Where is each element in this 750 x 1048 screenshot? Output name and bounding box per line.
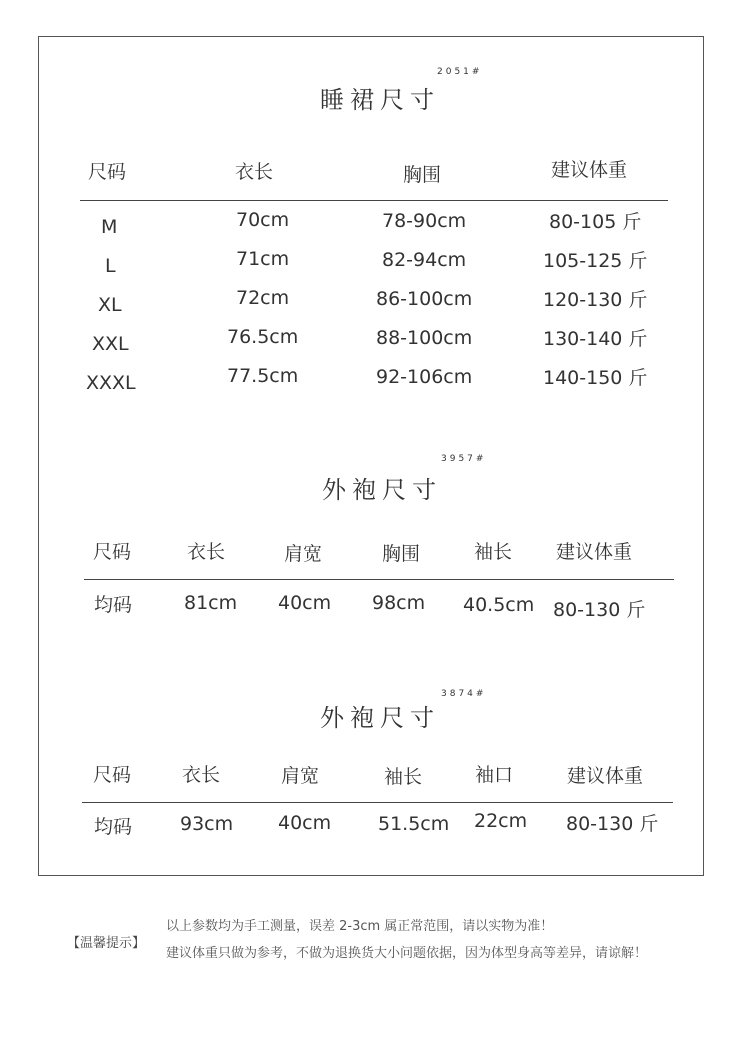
table3-header-sleeve: 袖长: [384, 766, 423, 788]
table2-header-sleeve: 袖长: [474, 541, 513, 563]
table1-code: 2051#: [437, 67, 483, 77]
table3-row-cuff: 22cm: [474, 810, 528, 832]
table3-row-size: 均码: [94, 816, 133, 838]
table3-row-weight: 80-130 斤: [566, 813, 659, 835]
table3-row-length: 93cm: [180, 813, 234, 835]
table3-divider: [82, 802, 673, 803]
table1-row-bust: 86-100cm: [376, 288, 473, 310]
tips-line-1: 以上参数均为手工测量，误差 2-3cm 属正常范围，请以实物为准！: [166, 919, 554, 934]
table3-header-weight: 建议体重: [567, 765, 644, 787]
table1-header-weight: 建议体重: [551, 159, 628, 181]
table1-header-length: 衣长: [235, 161, 274, 183]
table1-header-size: 尺码: [88, 161, 127, 183]
tips-label: 【温馨提示】: [67, 936, 146, 951]
table1-row-weight: 140-150 斤: [543, 367, 648, 389]
table3-header-cuff: 袖口: [475, 764, 514, 786]
table2-title: 外袍尺寸: [322, 476, 442, 504]
table1-row-bust: 92-106cm: [376, 366, 473, 388]
table3-title: 外袍尺寸: [320, 704, 440, 732]
table2-header-shoulder: 肩宽: [284, 543, 323, 565]
table1-row-weight: 120-130 斤: [543, 289, 648, 311]
table1-row-length: 76.5cm: [227, 326, 299, 348]
table3-header-shoulder: 肩宽: [281, 765, 320, 787]
table2-row-weight: 80-130 斤: [553, 599, 646, 621]
table1-row-bust: 78-90cm: [382, 210, 467, 232]
table2-code: 3957#: [441, 454, 487, 464]
table2-header-bust: 胸围: [382, 543, 421, 565]
table3-header-size: 尺码: [93, 764, 132, 786]
table1-row-size: M: [101, 216, 118, 238]
table1-row-weight: 130-140 斤: [543, 328, 648, 350]
table2-row-bust: 98cm: [372, 592, 426, 614]
table1-row-size: XL: [98, 294, 122, 316]
table2-divider: [84, 579, 674, 580]
table1-row-bust: 88-100cm: [376, 327, 473, 349]
table1-row-bust: 82-94cm: [382, 249, 467, 271]
table2-row-shoulder: 40cm: [278, 592, 332, 614]
table3-row-shoulder: 40cm: [278, 812, 332, 834]
table1-row-weight: 105-125 斤: [543, 250, 648, 272]
table3-header-length: 衣长: [182, 764, 221, 786]
table1-row-size: XXL: [92, 333, 129, 355]
table1-divider: [80, 200, 668, 201]
table1-row-length: 71cm: [236, 248, 290, 270]
table2-row-size: 均码: [94, 594, 133, 616]
table3-code: 3874#: [441, 689, 487, 699]
table2-row-length: 81cm: [184, 592, 238, 614]
table2-row-sleeve: 40.5cm: [463, 594, 535, 616]
tips-line-2: 建议体重只做为参考，不做为退换货大小问题依据，因为体型身高等差异，请谅解！: [166, 946, 648, 961]
table1-row-size: L: [105, 255, 116, 277]
table2-header-length: 衣长: [187, 541, 226, 563]
table3-row-sleeve: 51.5cm: [378, 813, 450, 835]
table1-row-weight: 80-105 斤: [549, 211, 642, 233]
table1-row-length: 70cm: [236, 209, 290, 231]
table1-row-size: XXXL: [86, 372, 136, 394]
table2-header-weight: 建议体重: [556, 541, 633, 563]
table1-row-length: 77.5cm: [227, 365, 299, 387]
table1-header-bust: 胸围: [403, 164, 442, 186]
table1-title: 睡裙尺寸: [320, 86, 440, 114]
table2-header-size: 尺码: [93, 541, 132, 563]
table1-row-length: 72cm: [236, 287, 290, 309]
